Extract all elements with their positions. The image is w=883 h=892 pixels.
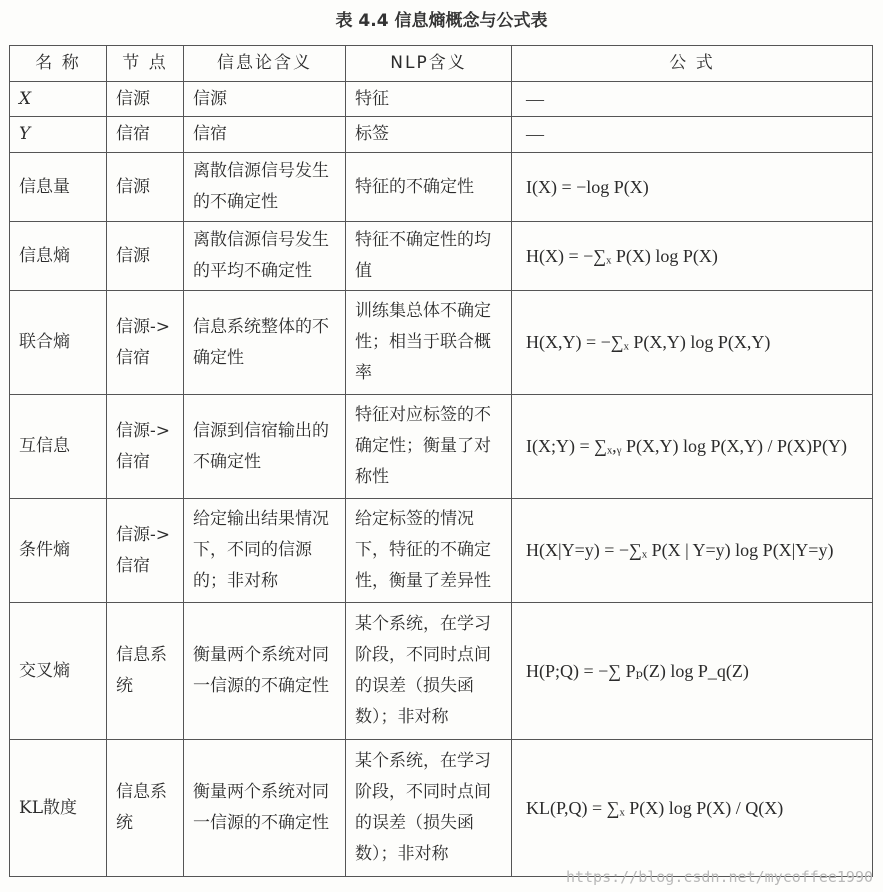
cell-node: 信源: [107, 153, 184, 222]
cell-nlp: 给定标签的情况下，特征的不确定性，衡量了差异性: [346, 499, 512, 603]
header-nlp: NLP含义: [346, 46, 512, 82]
cell-nlp: 特征不确定性的均值: [346, 222, 512, 291]
cell-node: 信源->信宿: [107, 499, 184, 603]
cell-info: 衡量两个系统对同一信源的不确定性: [184, 603, 346, 740]
cell-name: Y: [10, 117, 107, 153]
cell-nlp: 标签: [346, 117, 512, 153]
cell-formula: H(X) = −∑ₓ P(X) log P(X): [512, 222, 873, 291]
cell-node: 信宿: [107, 117, 184, 153]
cell-name: 条件熵: [10, 499, 107, 603]
cell-info: 信源到信宿输出的不确定性: [184, 395, 346, 499]
cell-info: 衡量两个系统对同一信源的不确定性: [184, 740, 346, 877]
cell-formula: H(P;Q) = −∑ Pₚ(Z) log P_q(Z): [512, 603, 873, 740]
cell-info: 信宿: [184, 117, 346, 153]
cell-info: 离散信源信号发生的不确定性: [184, 153, 346, 222]
cell-nlp: 某个系统，在学习阶段，不同时点间的误差（损失函数）；非对称: [346, 740, 512, 877]
cell-node: 信息系统: [107, 603, 184, 740]
table-caption: 表 4.4 信息熵概念与公式表: [335, 11, 548, 31]
header-name: 名 称: [10, 46, 107, 82]
cell-nlp: 训练集总体不确定性；相当于联合概率: [346, 291, 512, 395]
cell-info: 信息系统整体的不确定性: [184, 291, 346, 395]
table-row: [10, 291, 873, 395]
table-row: [10, 603, 873, 740]
cell-node: 信源: [107, 82, 184, 117]
cell-formula: —: [512, 82, 873, 117]
watermark: https://blog.csdn.net/mycoffee1990: [565, 868, 873, 886]
cell-formula: I(X;Y) = ∑ₓ,ᵧ P(X,Y) log P(X,Y) / P(X)P(Y): [512, 395, 873, 499]
cell-name: 信息熵: [10, 222, 107, 291]
cell-nlp: 特征: [346, 82, 512, 117]
table-row: [10, 222, 873, 291]
cell-name: 信息量: [10, 153, 107, 222]
cell-name: 联合熵: [10, 291, 107, 395]
cell-name: 互信息: [10, 395, 107, 499]
table-row: [10, 117, 873, 153]
cell-name: KL散度: [10, 740, 107, 877]
cell-name: X: [10, 82, 107, 117]
table-row: [10, 153, 873, 222]
entropy-table: [9, 45, 873, 877]
table-row: [10, 82, 873, 117]
cell-info: 离散信源信号发生的平均不确定性: [184, 222, 346, 291]
table-row: [10, 395, 873, 499]
cell-nlp: 特征的不确定性: [346, 153, 512, 222]
header-formula: 公 式: [512, 46, 873, 82]
cell-nlp: 某个系统，在学习阶段，不同时点间的误差（损失函数）；非对称: [346, 603, 512, 740]
cell-node: 信源: [107, 222, 184, 291]
cell-formula: H(X|Y=y) = −∑ₓ P(X | Y=y) log P(X|Y=y): [512, 499, 873, 603]
cell-info: 信源: [184, 82, 346, 117]
cell-formula: I(X) = −log P(X): [512, 153, 873, 222]
cell-node: 信源->信宿: [107, 395, 184, 499]
table-row: [10, 740, 873, 877]
cell-formula: KL(P,Q) = ∑ₓ P(X) log P(X) / Q(X): [512, 740, 873, 877]
table-row: [10, 499, 873, 603]
header-info: 信息论含义: [184, 46, 346, 82]
cell-node: 信源->信宿: [107, 291, 184, 395]
cell-info: 给定输出结果情况下，不同的信源的；非对称: [184, 499, 346, 603]
cell-nlp: 特征对应标签的不确定性；衡量了对称性: [346, 395, 512, 499]
cell-node: 信息系统: [107, 740, 184, 877]
header-row: [10, 46, 873, 82]
header-node: 节 点: [107, 46, 184, 82]
cell-name: 交叉熵: [10, 603, 107, 740]
cell-formula: —: [512, 117, 873, 153]
cell-formula: H(X,Y) = −∑ₓ P(X,Y) log P(X,Y): [512, 291, 873, 395]
